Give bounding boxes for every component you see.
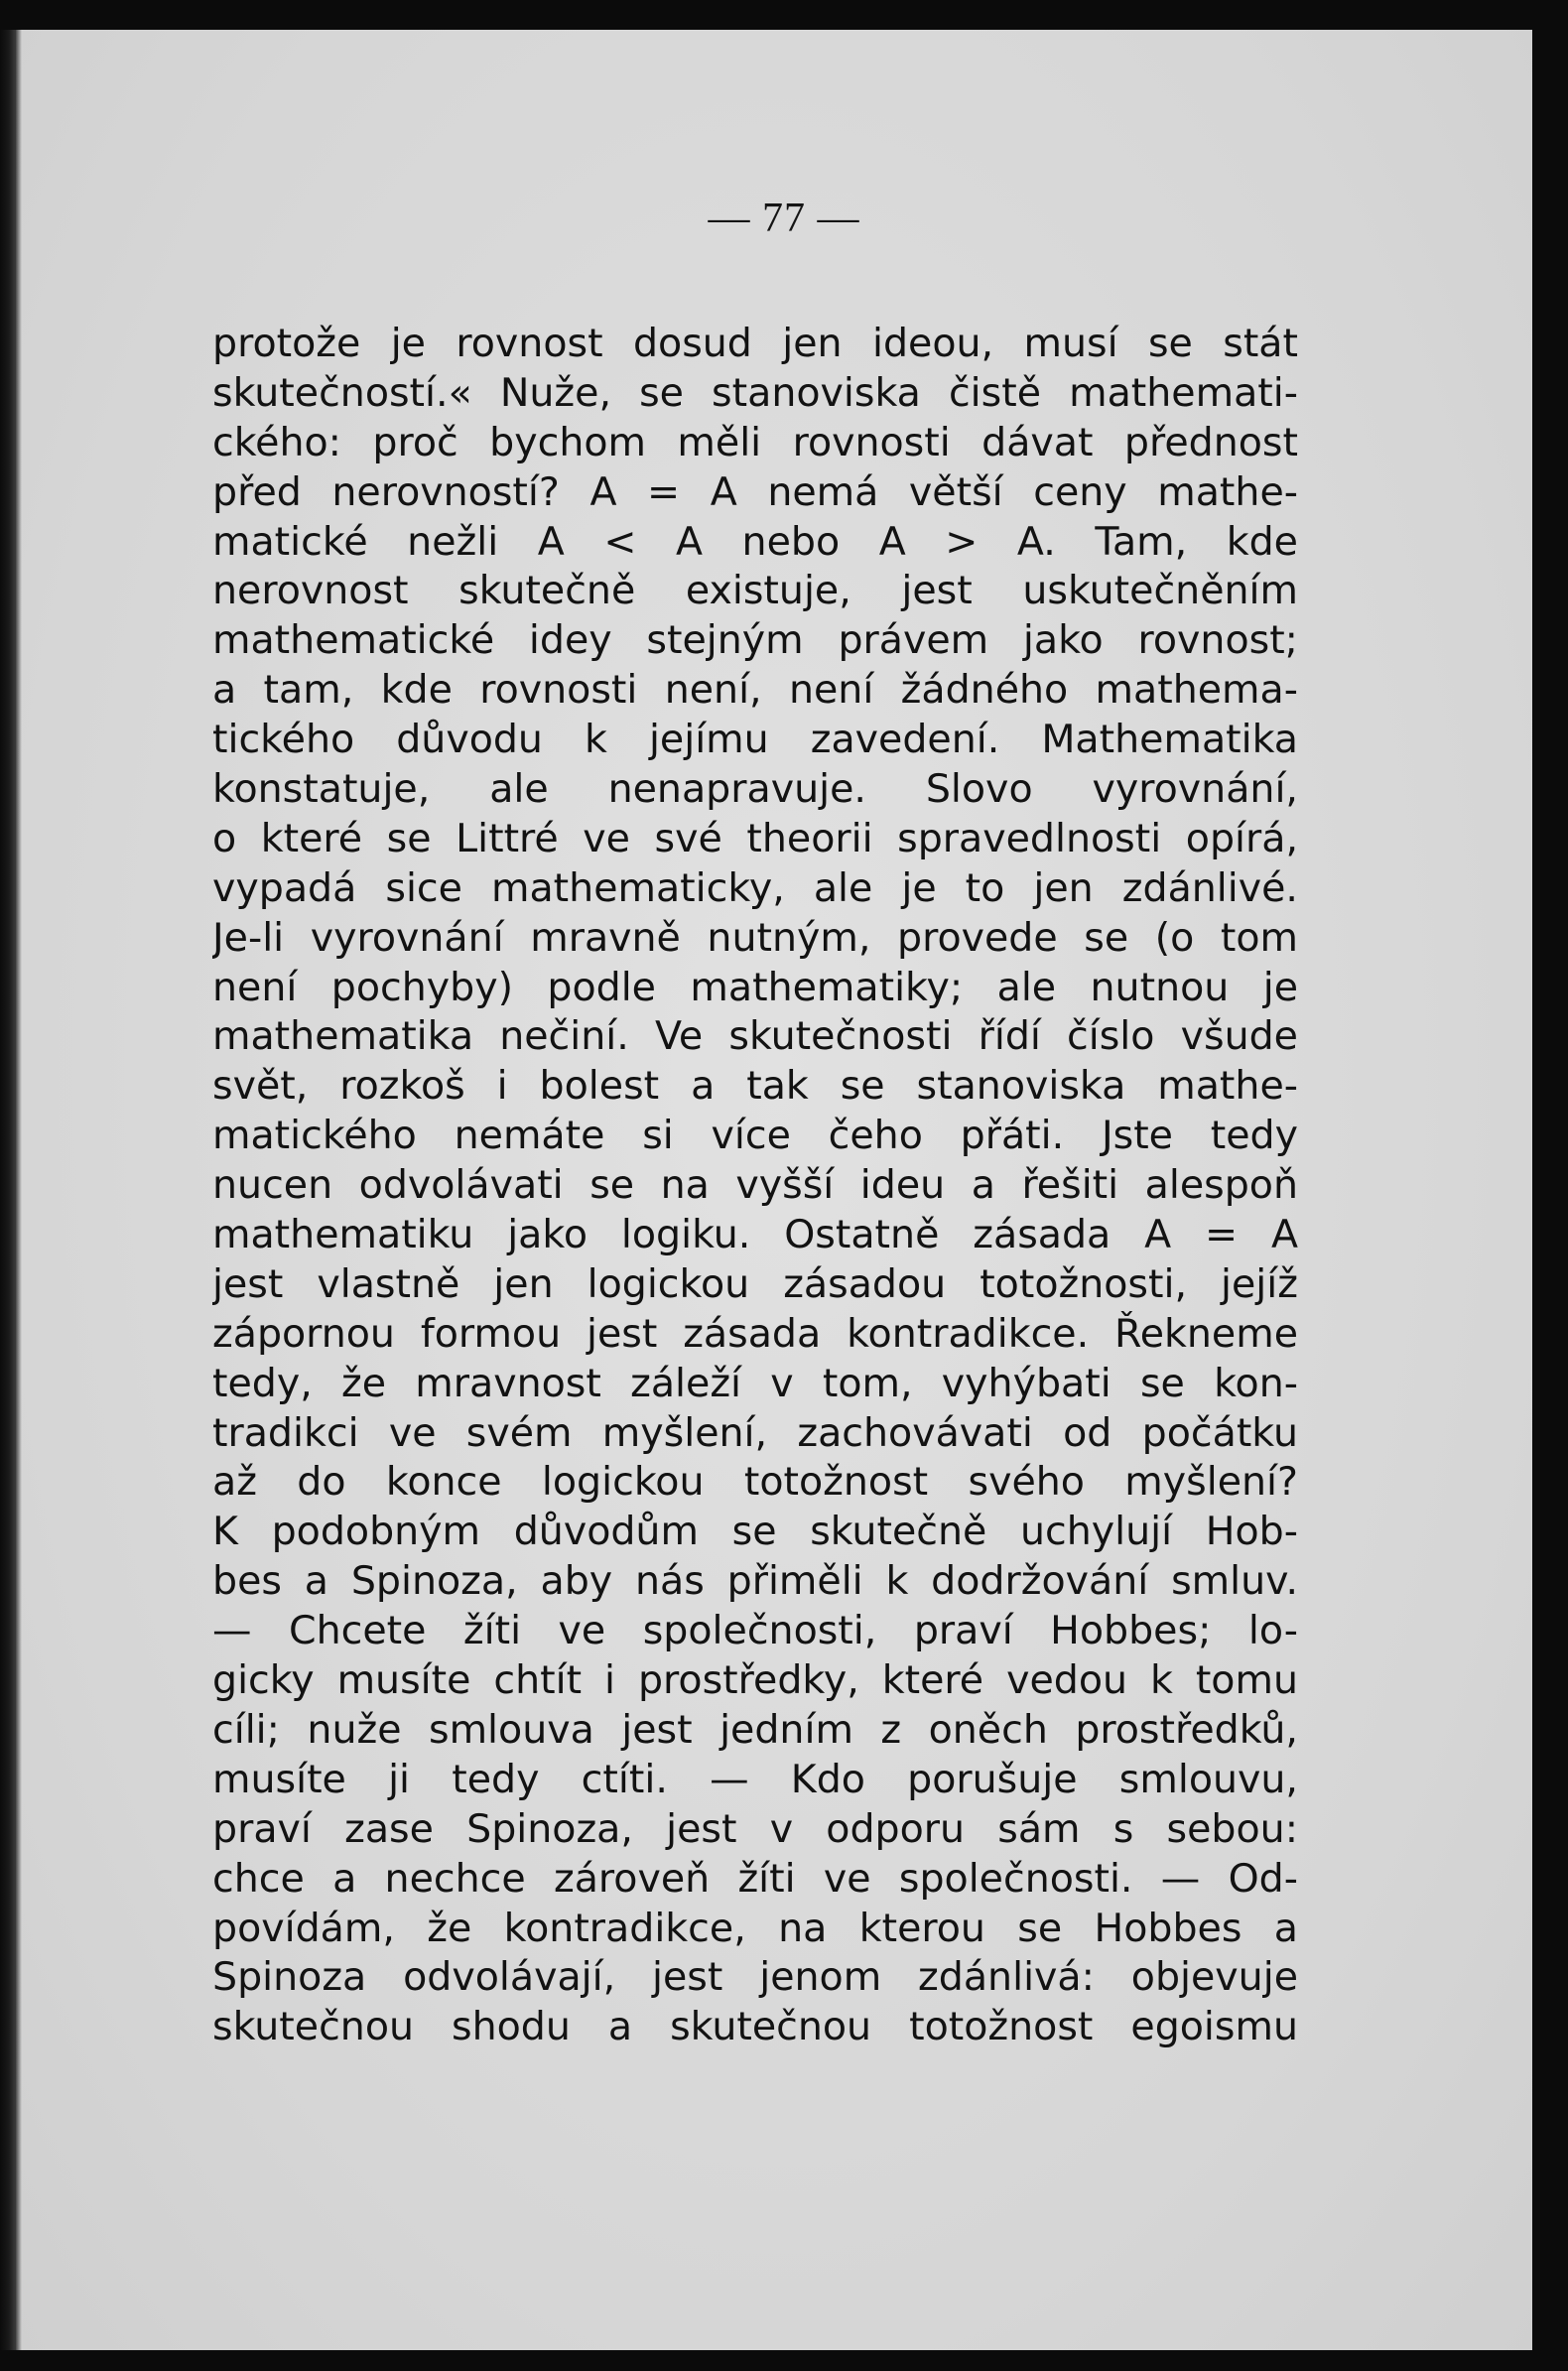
text-line: mathematické idey stejným právem jako rovnost; — [212, 617, 1298, 664]
text-line: a tam, kde rovnosti není, není žádného mathema- — [212, 667, 1298, 714]
text-line: jest vlastně jen logickou zásadou totožnosti, jejíž — [212, 1260, 1298, 1307]
text-line: skutečností.« Nuže, se stanoviska čistě mathemati- — [212, 369, 1298, 416]
text-line: před nerovností? A = A nemá větší ceny mathe- — [212, 468, 1298, 515]
text-line: Je-li vyrovnání mravně nutným, provede se (o tom — [212, 914, 1298, 961]
text-line: konstatuje, ale nenapravuje. Slovo vyrovnání, — [212, 766, 1298, 813]
text-line: o které se Littré ve své theorii spravedlnosti opírá, — [212, 815, 1298, 861]
text-line: K podobným důvodům se skutečně uchylují Hob- — [212, 1509, 1298, 1555]
page-number: — 77 — — [708, 196, 860, 241]
text-line: skutečnou shodu a skutečnou totožnost egoismu — [212, 2004, 1298, 2050]
text-line: nerovnost skutečně existuje, jest uskutečněním — [212, 568, 1298, 614]
text-line: Spinoza odvolávají, jest jenom zdánlivá: objevuje — [212, 1954, 1298, 2001]
text-line: matického nemáte si více čeho přáti. Jste tedy — [212, 1113, 1298, 1159]
text-line: matické nežli A < A nebo A > A. Tam, kde — [212, 518, 1298, 565]
body-text — [212, 320, 1298, 2052]
text-line: tického důvodu k jejímu zavedení. Mathematika — [212, 717, 1298, 763]
text-line: mathematiku jako logiku. Ostatně zásada A = A — [212, 1212, 1298, 1258]
page-edge-shadow — [1532, 0, 1568, 2371]
text-line: až do konce logickou totožnost svého myšlení? — [212, 1459, 1298, 1506]
text-line: praví zase Spinoza, jest v odporu sám s sebou: — [212, 1805, 1298, 1852]
text-line: tedy, že mravnost záleží v tom, vyhýbati se kon- — [212, 1360, 1298, 1406]
binding-edge — [0, 30, 22, 2350]
text-line: — Chcete žíti ve společnosti, praví Hobbes; lo- — [212, 1608, 1298, 1654]
text-line: mathematika nečiní. Ve skutečnosti řídí číslo všude — [212, 1013, 1298, 1060]
text-line: musíte ji tedy ctíti. — Kdo porušuje smlouvu, — [212, 1756, 1298, 1802]
text-line: protože je rovnost dosud jen ideou, musí se stát — [212, 321, 1298, 366]
text-line: bes a Spinoza, aby nás přiměli k dodržování smluv. — [212, 1558, 1298, 1605]
text-line: tradikci ve svém myšlení, zachovávati od počátku — [212, 1409, 1298, 1456]
text-line: zápornou formou jest zásada kontradikce. Řekneme — [212, 1310, 1298, 1357]
text-line: gicky musíte chtít i prostředky, které vedou k tomu — [212, 1657, 1298, 1704]
text-line: cíli; nuže smlouva jest jedním z oněch prostředků, — [212, 1706, 1298, 1753]
text-line: ckého: proč bychom měli rovnosti dávat přednost — [212, 419, 1298, 465]
text-line: nucen odvolávati se na vyšší ideu a řešiti alespoň — [212, 1162, 1298, 1209]
text-line: povídám, že kontradikce, na kterou se Hobbes a — [212, 1905, 1298, 1951]
text-line: vypadá sice mathematicky, ale je to jen zdánlivé. — [212, 864, 1298, 911]
text-line: chce a nechce zároveň žíti ve společnosti. — Od- — [212, 1855, 1298, 1902]
text-line: svět, rozkoš i bolest a tak se stanoviska mathe- — [212, 1063, 1298, 1110]
text-line: není pochyby) podle mathematiky; ale nutnou je — [212, 964, 1298, 1010]
